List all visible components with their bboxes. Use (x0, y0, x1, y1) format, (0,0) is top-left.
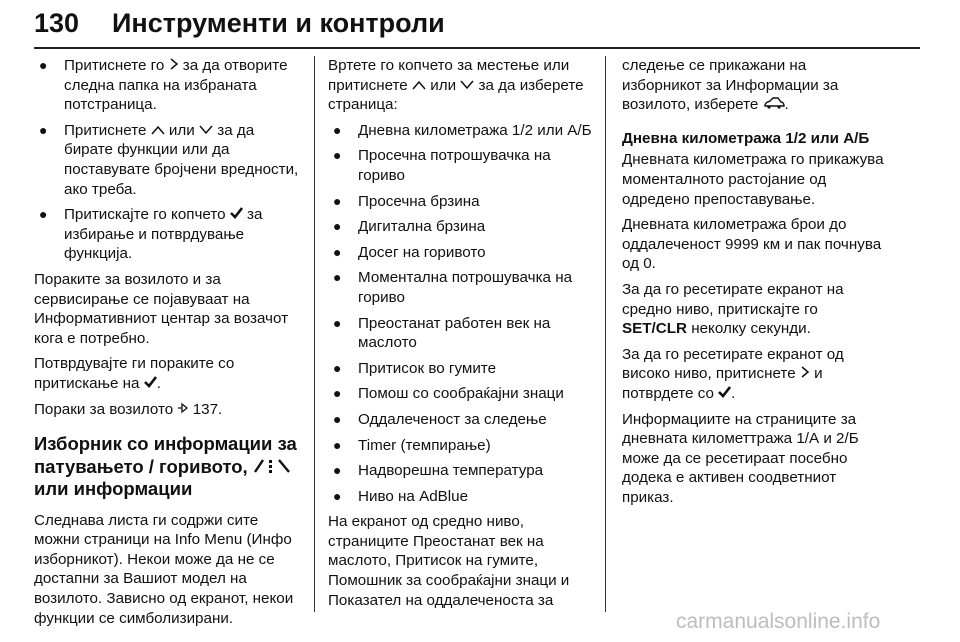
bullet-item: ● Притиснете или за да бирате функции или да поставувате бројчени вредности, ако треба. (39, 121, 299, 198)
checkmark-icon (144, 376, 157, 388)
button-label-set-clr: SET/CLR (622, 320, 687, 338)
paragraph: Вртете го копчето за местење или притиснете или за да изберете страница: (328, 57, 584, 114)
page-number: 130 (34, 8, 80, 38)
bullet-dot: ● (333, 462, 342, 479)
column-divider-1 (314, 56, 315, 612)
page-header (34, 8, 920, 48)
list-item: ● Просечна потрошувачка на гориво (333, 147, 551, 184)
list-item: ● Timer (темпирање) (333, 436, 491, 454)
chevron-down-icon (460, 80, 474, 90)
paragraph: следење се прикажани на изборникот за Информации за возилото, изберете . (622, 57, 839, 114)
paragraph: Пораките за возилото и за сервисирање се појавуваат на Информативниот центар за возачот кога е потребно. (34, 270, 289, 347)
bullet-dot: ● (333, 121, 342, 138)
list-item: ● Помош со сообраќајни знаци (333, 385, 564, 403)
bullet-dot: ● (333, 218, 342, 235)
bullet-dot: ● (39, 206, 48, 223)
section-heading: Изборник со информации за патувањето / горивото, или информации (34, 433, 297, 500)
paragraph: Дневната километража го прикажува моменталното растојание од одредено препоставување. (622, 151, 884, 208)
watermark: carmanualsonline.info (676, 610, 881, 633)
column-1 (34, 56, 306, 634)
paragraph: За да го ресетирате екранот од високо ниво, притиснете и потврдете со . (622, 345, 844, 402)
bullet-dot: ● (333, 359, 342, 376)
paragraph: За да го ресетирате екранот на средно ниво, притискајте го SET/CLR неколку секунди. (622, 280, 844, 338)
list-item: ● Притисок во гумите (333, 359, 497, 377)
paragraph: Пораки за возилото 137. (34, 400, 223, 418)
bullet-dot: ● (333, 410, 342, 427)
list-item: ● Досег на горивото (333, 243, 486, 261)
section-heading: Дневна километража 1/2 или А/Б (622, 129, 870, 147)
column-3 (622, 56, 884, 513)
info-page-list (328, 121, 593, 507)
page-ref-arrow-icon (177, 402, 188, 414)
column-divider-2 (605, 56, 606, 612)
bullet-dot: ● (333, 385, 342, 402)
bullet-dot: ● (39, 57, 48, 73)
chevron-up-icon (412, 80, 426, 90)
list-item: ● Надворешна температура (333, 462, 544, 480)
list-item: ● Преостанат работен век на маслото (333, 314, 551, 352)
page-title: Инструменти и контроли (112, 8, 445, 38)
paragraph: Потврдувајте ги пораките со притискање на . (34, 355, 235, 392)
paragraph: Информациите на страниците за дневната километтража 1/А и 2/Б може да се ресетираат посебно додека е активен соодветниот приказ. (622, 410, 859, 506)
paragraph: На екранот од средно ниво, страниците Преостанат век на маслото, Притисок на гумите, Помошник за сообраќајни знаци и Показател на оддалеченоста за (328, 513, 570, 609)
paragraph: Следнава листа ги содржи сите можни страници на Info Menu (Инфо изборникот). Некои може да не се достапни за Вашиот модел на возилото. Зависно од екранот, некои функции се симболизирани. (34, 511, 294, 627)
list-item: ● Оддалеченост за следење (333, 410, 547, 428)
checkmark-icon (230, 207, 243, 219)
chevron-up-icon (151, 125, 165, 135)
bullet-dot: ● (333, 147, 342, 164)
bullet-dot: ● (333, 436, 342, 453)
car-icon (763, 97, 785, 109)
bullet-dot: ● (333, 192, 342, 209)
chevron-right-icon (800, 366, 810, 378)
list-item: ● Ниво на AdBlue (333, 487, 469, 505)
bullet-dot: ● (333, 269, 342, 286)
header-rule (34, 47, 920, 49)
paragraph: Дневната километража брои до оддалеченост 9999 км и пак почнува од 0. (622, 216, 882, 273)
bullet-item: ● Притиснете го за да отворите следна папка на избраната потстраница. (39, 57, 288, 114)
bullet-item: ● Притискајте го копчето за избирање и потврдување функција. (39, 206, 263, 263)
list-item: ● Просечна брзина (333, 192, 480, 210)
bullet-dot: ● (333, 243, 342, 260)
column-2 (328, 56, 593, 616)
trip-fuel-icon (253, 459, 293, 473)
chevron-down-icon (199, 125, 213, 135)
list-item: ● Моментална потрошувачка на гориво (333, 269, 573, 306)
bullet-dot: ● (39, 121, 48, 138)
chevron-right-icon (169, 58, 179, 70)
checkmark-icon (718, 386, 731, 398)
list-item: ● Дневна километража 1/2 или А/Б (333, 121, 592, 139)
page-reference[interactable]: 137. (192, 400, 223, 418)
bullet-dot: ● (333, 487, 342, 504)
bullet-dot: ● (333, 314, 342, 331)
list-item: ● Дигитална брзина (333, 218, 486, 236)
